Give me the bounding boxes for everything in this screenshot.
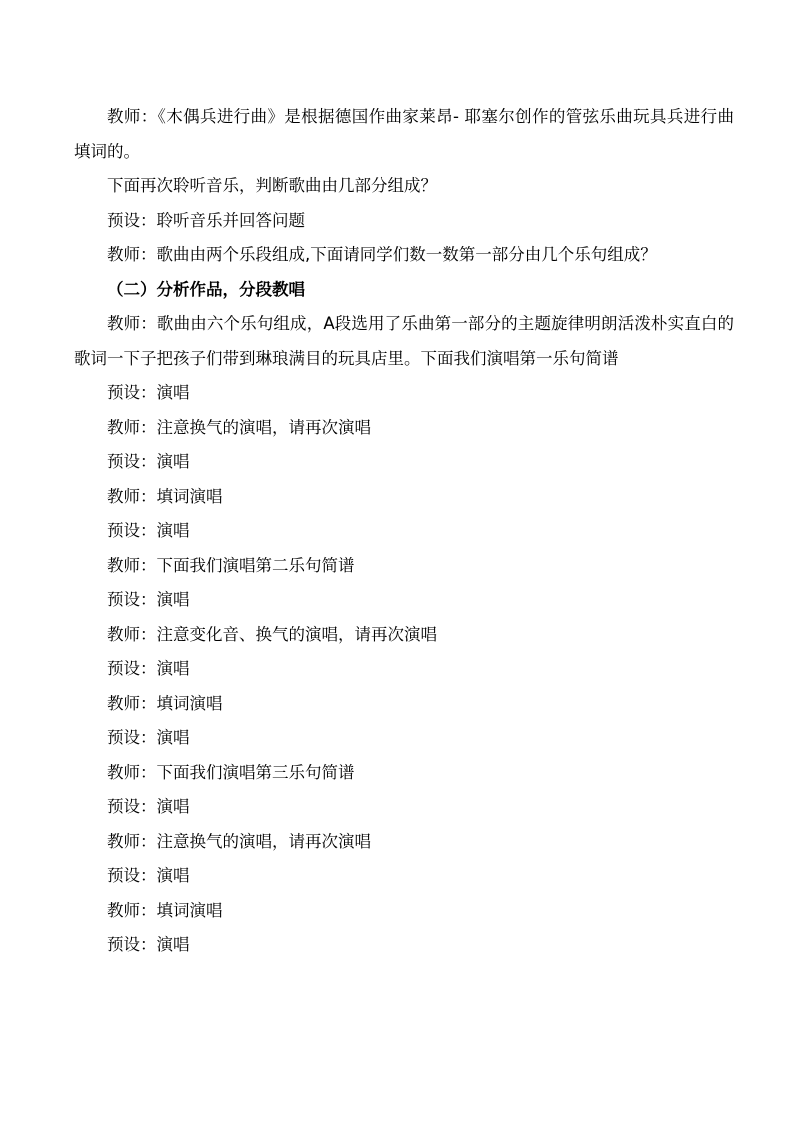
paragraph-preset: 预设：演唱	[107, 452, 190, 471]
paragraph-teacher: 教师：注意换气的演唱，请再次演唱	[107, 831, 371, 851]
paragraph-preset: 预设：演唱	[107, 383, 190, 402]
paragraph-teacher: 教师：注意变化音、换气的演唱，请再次演唱	[107, 624, 437, 644]
paragraph-teacher: 教师：歌曲由两个乐段组成,下面请同学们数一数第一部分由几个乐句组成？	[107, 245, 657, 264]
paragraph-preset: 预设：演唱	[107, 797, 190, 816]
paragraph-intro: 教师：《木偶兵进行曲》是根据德国作曲家莱昂- 耶塞尔创作的管弦乐曲玩具兵进行曲填词的。	[74, 107, 734, 161]
paragraph-listen-again: 下面再次聆听音乐，判断歌曲由几部分组成？	[107, 176, 437, 195]
paragraph-preset: 预设：演唱	[107, 728, 190, 747]
paragraph-teacher: 教师：填词演唱	[107, 693, 223, 713]
paragraph-teacher: 教师：填词演唱	[107, 486, 223, 506]
paragraph-preset: 预设：演唱	[107, 590, 190, 609]
paragraph-teacher: 教师：下面我们演唱第三乐句简谱	[107, 762, 355, 782]
paragraph-teacher: 教师：下面我们演唱第二乐句简谱	[107, 555, 355, 575]
paragraph-preset: 预设：演唱	[107, 935, 190, 954]
paragraph-teacher: 教师：注意换气的演唱，请再次演唱	[107, 417, 371, 437]
paragraph-teacher: 教师：填词演唱	[107, 900, 223, 920]
paragraph-preset: 预设：演唱	[107, 866, 190, 885]
paragraph-preset: 预设：演唱	[107, 521, 190, 540]
paragraph-teacher: 教师：歌曲由六个乐句组成，A段选用了乐曲第一部分的主题旋律明朗活泼朴实直白的歌词一下子把孩子们带到琳琅满目的玩具店里。下面我们演唱第一乐句简谱	[74, 314, 734, 368]
paragraph-preset: 预设：演唱	[107, 659, 190, 678]
paragraph-preset: 预设：聆听音乐并回答问题	[107, 210, 305, 230]
section-heading: （二）分析作品，分段教唱	[107, 279, 305, 299]
document-body	[74, 100, 734, 963]
